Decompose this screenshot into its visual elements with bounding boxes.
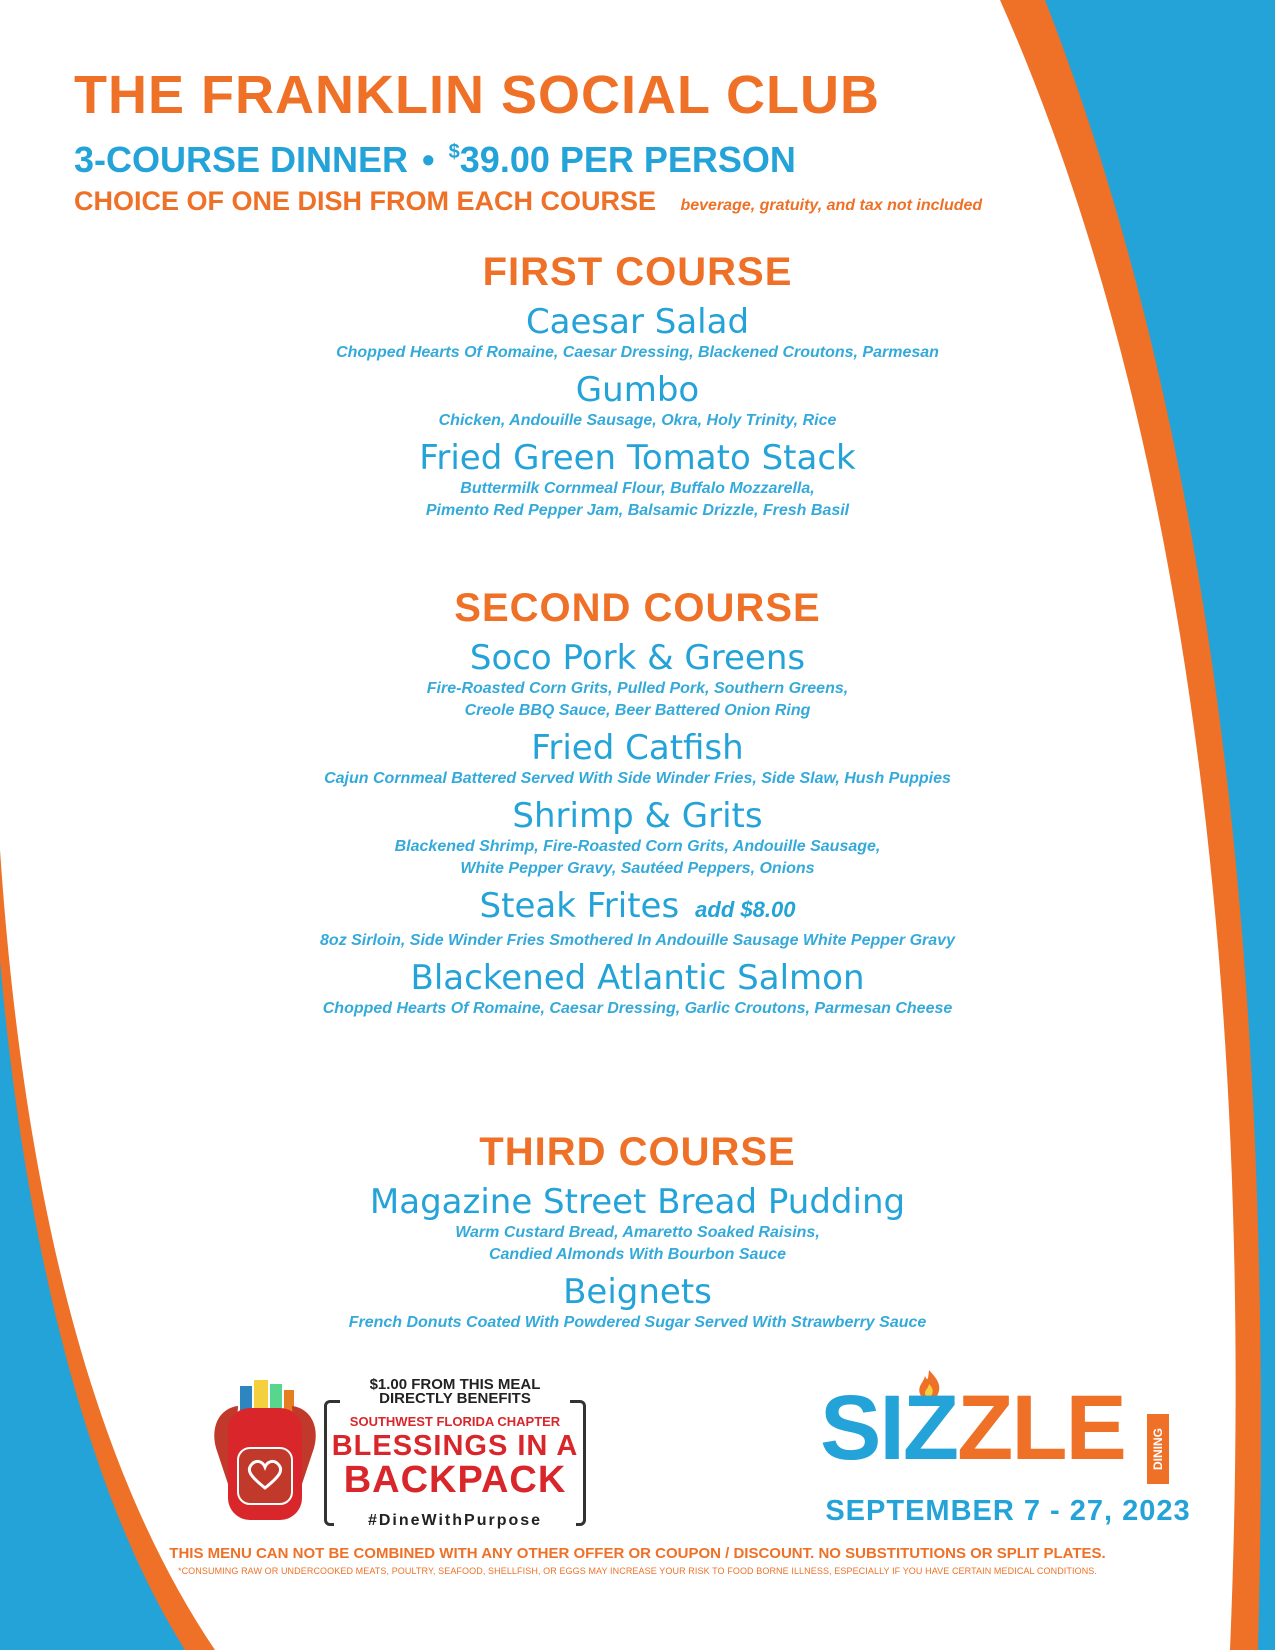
- dish-name: Fried Catfish: [531, 728, 744, 768]
- dish-description: French Donuts Coated With Powdered Sugar Served With Strawberry Sauce: [348, 1314, 927, 1331]
- dish-description: Chopped Hearts Of Romaine, Caesar Dressing, Blackened Croutons, Parmesan: [336, 344, 939, 361]
- dish-description: Chicken, Andouille Sausage, Okra, Holy Trinity, Rice: [438, 412, 837, 429]
- course-title: SECOND COURSE: [454, 586, 821, 630]
- dining-tag: DINING: [1147, 1414, 1169, 1484]
- dish-item: [0, 302, 1275, 364]
- first-course-section: [0, 248, 1275, 522]
- dish-name: Soco Pork & Greens: [469, 638, 806, 678]
- choice-instruction: CHOICE OF ONE DISH FROM EACH COURSE: [74, 186, 657, 216]
- dish-name: Fried Green Tomato Stack: [419, 438, 856, 478]
- charity-badge: [210, 1378, 610, 1528]
- dish-name: Caesar Salad: [525, 302, 750, 342]
- dish-item: [0, 638, 1275, 722]
- charity-benefit-text: $1.00 FROM THIS MEAL DIRECTLY BENEFITS: [340, 1378, 570, 1406]
- charity-name-line2: BACKPACK: [343, 1459, 567, 1501]
- deal-course-count: 3-COURSE DINNER: [74, 139, 409, 180]
- course-title: THIRD COURSE: [479, 1130, 796, 1174]
- dish-description: Creole BBQ Sauce, Beer Battered Onion Ring: [464, 702, 811, 719]
- deal-price: 39.00 PER PERSON: [459, 139, 796, 180]
- sizzle-logo: [820, 1378, 1210, 1508]
- dish-item: [0, 886, 1275, 952]
- dish-name: Blackened Atlantic Salmon: [410, 958, 865, 998]
- dish-name: Shrimp & Grits: [512, 796, 763, 836]
- dish-description: Blackened Shrimp, Fire-Roasted Corn Grits, Andouille Sausage,: [394, 838, 881, 855]
- deal-separator: •: [422, 139, 435, 180]
- second-course-section: [0, 584, 1275, 1020]
- dish-description: Candied Almonds With Bourbon Sauce: [488, 1246, 787, 1263]
- sizzle-wordmark-orange: ZLE: [957, 1377, 1125, 1479]
- charity-chapter: SOUTHWEST FLORIDA CHAPTER: [349, 1414, 561, 1429]
- sizzle-wordmark: [820, 1378, 1125, 1478]
- restaurant-name: THE FRANKLIN SOCIAL CLUB: [74, 65, 880, 125]
- dish-item: [0, 370, 1275, 432]
- menu-header: [74, 64, 1074, 217]
- dish-item: [0, 796, 1275, 880]
- dish-item: [0, 1182, 1275, 1266]
- dish-name-row: [0, 886, 1275, 930]
- charity-hashtag: #DineWithPurpose: [334, 1512, 576, 1530]
- sizzle-wordmark-blue: SIZ: [820, 1377, 958, 1479]
- health-warning: *CONSUMING RAW OR UNDERCOOKED MEATS, POULTRY, SEAFOOD, SHELLFISH, OR EGGS MAY INCREASE YOUR RISK TO FOOD BORNE ILLNESS, ESPECIALLY IF YOU HAVE CERTAIN MEDICAL CONDITIONS.: [177, 1566, 1097, 1576]
- dish-description: Cajun Cornmeal Battered Served With Side Winder Fries, Side Slaw, Hush Puppies: [324, 770, 951, 787]
- deal-line: [74, 130, 1074, 182]
- exclusions-note: beverage, gratuity, and tax not included: [680, 197, 983, 214]
- dish-description: Pimento Red Pepper Jam, Balsamic Drizzle, Fresh Basil: [425, 502, 850, 519]
- dish-description: 8oz Sirloin, Side Winder Fries Smothered In Andouille Sausage White Pepper Gravy: [320, 932, 955, 949]
- dish-name: Gumbo: [575, 370, 700, 410]
- dish-description: Buttermilk Cornmeal Flour, Buffalo Mozzarella,: [460, 480, 815, 497]
- dish-name: Beignets: [563, 1272, 712, 1312]
- third-course-section: [0, 1128, 1275, 1334]
- deal-currency: $: [448, 141, 460, 163]
- course-title: FIRST COURSE: [482, 250, 793, 294]
- dish-item: [0, 1272, 1275, 1334]
- dish-addon-price: add $8.00: [695, 897, 796, 922]
- dish-name: Magazine Street Bread Pudding: [369, 1182, 906, 1222]
- backpack-icon: [210, 1378, 320, 1528]
- menu-disclaimer: THIS MENU CAN NOT BE COMBINED WITH ANY OTHER OFFER OR COUPON / DISCOUNT. NO SUBSTITUTIONS OR SPLIT PLATES.: [169, 1545, 1106, 1562]
- charity-name-line1: BLESSINGS IN A: [331, 1430, 579, 1462]
- dish-description: Chopped Hearts Of Romaine, Caesar Dressing, Garlic Croutons, Parmesan Cheese: [322, 1000, 953, 1017]
- dish-name: Steak Frites: [479, 886, 680, 926]
- dish-description: Fire-Roasted Corn Grits, Pulled Pork, Southern Greens,: [426, 680, 849, 697]
- dish-description: White Pepper Gravy, Sautéed Peppers, Onions: [460, 860, 815, 877]
- dish-item: [0, 958, 1275, 1020]
- event-dates: SEPTEMBER 7 - 27, 2023: [825, 1495, 1191, 1527]
- dish-item: [0, 438, 1275, 522]
- dish-description: Warm Custard Bread, Amaretto Soaked Raisins,: [455, 1224, 820, 1241]
- dish-item: [0, 728, 1275, 790]
- choice-row: [74, 186, 1074, 217]
